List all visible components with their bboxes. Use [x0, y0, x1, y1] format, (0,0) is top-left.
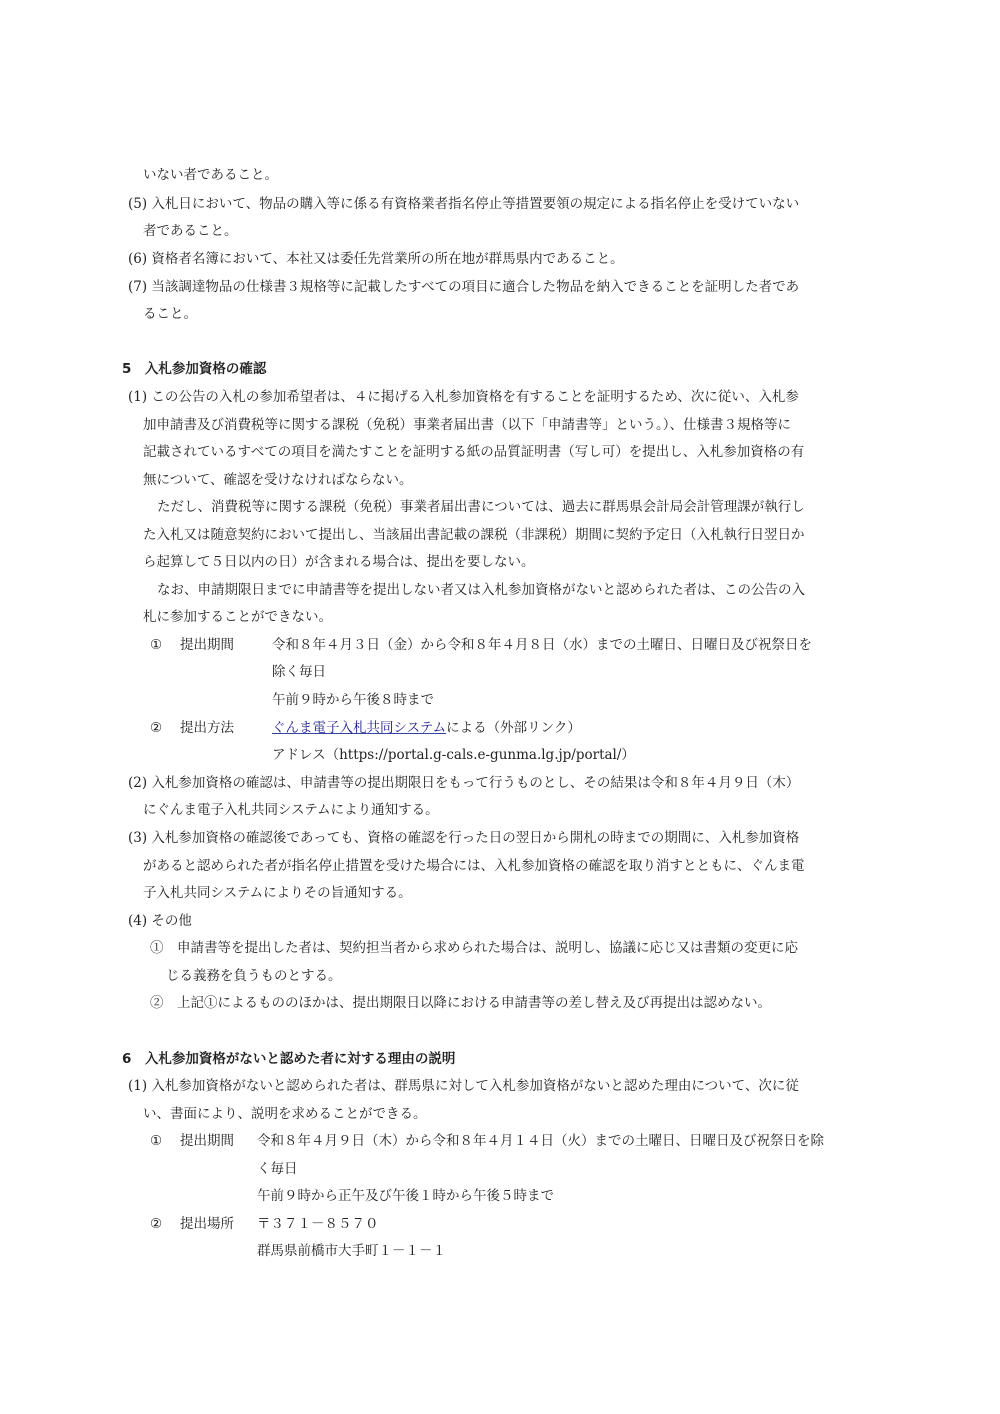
item-value: 午前９時から午後８時まで — [272, 692, 434, 708]
text-line: た入札又は随意契約において提出し、当該届出書記載の課税（非課税）期間に契約予定日（入札執行日翌日か — [143, 527, 805, 543]
text-line: 者であること。 — [143, 223, 238, 239]
gunma-e-bidding-link[interactable]: ぐんま電子入札共同システム — [272, 720, 447, 736]
address: 群馬県前橋市大手町１－１－１ — [257, 1243, 446, 1259]
paragraph-1: (1) 入札参加資格がないと認められた者は、群馬県に対して入札参加資格がないと認めた理由について、次に従 — [128, 1078, 799, 1094]
paragraph-4: (4) その他 — [128, 913, 192, 929]
postal-code: 〒３７１－８５７０ — [257, 1216, 379, 1232]
text-line: にぐんま電子入札共同システムにより通知する。 — [143, 802, 439, 818]
list-item-7: (7) 当該調達物品の仕様書３規格等に記載したすべての項目に適合した物品を納入できることを証明した者であ — [128, 279, 800, 295]
item-value: 午前９時から正午及び午後１時から午後５時まで — [257, 1188, 554, 1204]
text-line: があると認められた者が指名停止措置を受けた場合には、入札参加資格の確認を取り消すとともに、ぐんま電 — [143, 858, 805, 874]
submission-method — [272, 718, 581, 738]
item-value: 令和８年４月９日（木）から令和８年４月１４日（火）までの土曜日、日曜日及び祝祭日を除 — [257, 1133, 824, 1149]
item-label: 提出期間 — [180, 637, 234, 653]
text-line: い、書面により、説明を求めることができる。 — [143, 1106, 427, 1122]
paragraph-2: (2) 入札参加資格の確認は、申請書等の提出期限日をもって行うものとし、その結果は令和８年４月９日（木） — [128, 775, 800, 791]
item-label: 提出場所 — [180, 1216, 234, 1232]
sub-item-1: ① 申請書等を提出した者は、契約担当者から求められた場合は、説明し、協議に応じ又は書類の変更に応 — [150, 940, 798, 956]
list-item-5: (5) 入札日において、物品の購入等に係る有資格業者指名停止等措置要領の規定による指名停止を受けていない — [128, 196, 800, 212]
text-line: ただし、消費税等に関する課税（免税）事業者届出書については、過去に群馬県会計局会計管理課が執行し — [157, 499, 805, 515]
item-number: ② — [150, 720, 163, 736]
paragraph-1: (1) この公告の入札の参加希望者は、４に掲げる入札参加資格を有することを証明するため、次に従い、入札参 — [128, 389, 799, 405]
item-value: 除く毎日 — [272, 664, 326, 680]
item-number: ① — [150, 1133, 163, 1149]
section-heading-5: 5 入札参加資格の確認 — [122, 361, 267, 377]
list-item-6: (6) 資格者名簿において、本社又は委任先営業所の所在地が群馬県内であること。 — [128, 251, 624, 267]
text-line: ること。 — [143, 306, 197, 322]
item-number: ① — [150, 637, 163, 653]
text-line: 子入札共同システムによりその旨通知する。 — [143, 885, 412, 901]
item-label: 提出期間 — [180, 1133, 234, 1149]
text-line: じる義務を負うものとする。 — [166, 968, 342, 984]
item-number: ② — [150, 1216, 163, 1232]
text-line: なお、申請期限日までに申請書等を提出しない者又は入札参加資格がないと認められた者は、この公告の入 — [157, 582, 805, 598]
address-url: アドレス（https://portal.g-cals.e-gunma.lg.jp/portal/） — [272, 747, 635, 763]
sub-item-2: ② 上記①によるもののほかは、提出期限日以降における申請書等の差し替え及び再提出は認めない。 — [150, 995, 771, 1011]
text-line: 加申請書及び消費税等に関する課税（免税）事業者届出書（以下「申請書等」という。）、仕様書３規格等に — [143, 417, 791, 433]
text-line: 札に参加することができない。 — [143, 609, 332, 625]
section-heading-6: 6 入札参加資格がないと認めた者に対する理由の説明 — [122, 1051, 456, 1067]
item-label: 提出方法 — [180, 720, 234, 736]
text-line: 記載されているすべての項目を満たすことを証明する紙の品質証明書（写し可）を提出し、入札参加資格の有 — [143, 444, 805, 460]
link-suffix: による（外部リンク） — [446, 720, 581, 736]
text-line: ら起算して５日以内の日）が含まれる場合は、提出を要しない。 — [143, 554, 535, 570]
text-line: 無について、確認を受けなければならない。 — [143, 472, 413, 488]
paragraph-3: (3) 入札参加資格の確認後であっても、資格の確認を行った日の翌日から開札の時までの期間に、入札参加資格 — [128, 830, 800, 846]
text-line: いない者であること。 — [143, 167, 278, 183]
item-value: く毎日 — [257, 1161, 298, 1177]
item-value: 令和８年４月３日（金）から令和８年４月８日（水）までの土曜日、日曜日及び祝祭日を — [272, 637, 812, 653]
